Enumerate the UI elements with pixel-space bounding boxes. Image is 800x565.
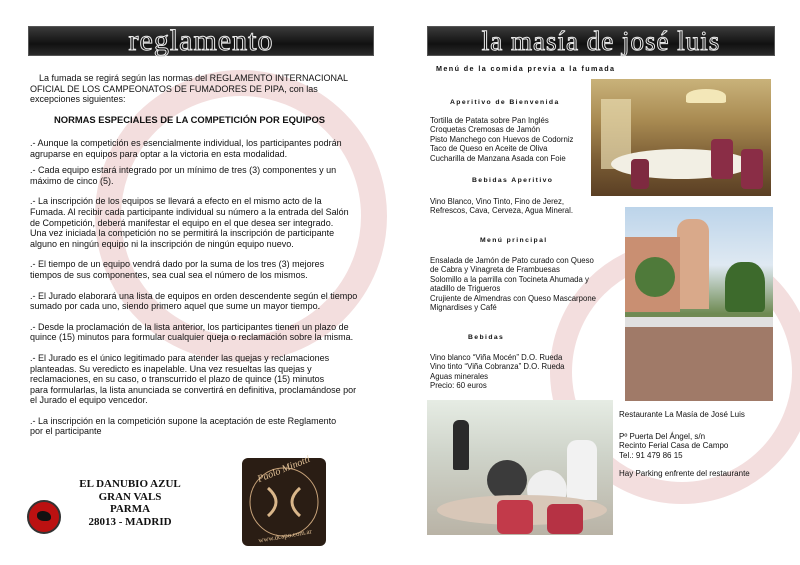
section-items-aperitivo: Tortilla de Patata sobre Pan Inglés Croquetas Cremosas de Jamón Pisto Manchego con Huevos de Codorniz Taco de Queso en Aceite de Oliva Cucharilla de Manzana Asada con Foie <box>430 116 574 163</box>
rule-line: por el participante <box>30 426 102 437</box>
section-items-bebidas-aperitivo: Vino Blanco, Vino Tinto, Fino de Jerez, Refrescos, Cava, Cerveza, Agua Mineral. <box>430 197 574 216</box>
rule-line: .- El Jurado elaborará una lista de equipos en orden descendente según el tiempo <box>30 290 358 301</box>
rule-line: Fumada. Al recibir cada participante individual su número a la entrada del Salón <box>30 206 349 217</box>
event-photo <box>427 400 613 535</box>
rule-line: para formularlas, la lista anunciada se convertirá en definitiva, proclamándose por <box>30 384 357 395</box>
rule-line: .- Cada equipo estará integrado por un mínimo de tres (3) componentes y un <box>30 165 337 176</box>
menu-page <box>400 0 800 565</box>
rule-line: agruparse en equipos para optar a la victoria en esta modalidad. <box>30 148 288 159</box>
rule-item <box>30 196 357 249</box>
parking-note: Hay Parking enfrente del restaurante <box>619 469 750 479</box>
restaurant-info: Restaurante La Masía de José Luis Pº Puerta Del Ángel, s/n Recinto Ferial Casa de Campo Tel.: 91 479 86 15 Hay Parking enfrente del restaurante <box>619 410 750 479</box>
rule-line: de Competición, deberá manifestar el equipo en el que desea ser integrado. <box>30 217 334 228</box>
rule-line: .- La inscripción en la competición supone la aceptación de este Reglamento <box>30 415 337 426</box>
rules-list <box>30 138 357 437</box>
rule-line: .- Aunque la competición es esencialmente individual, los participantes podrán <box>30 138 342 148</box>
banner-title: reglamento <box>128 24 274 57</box>
logo-name: Paolo Minotti <box>255 453 312 486</box>
rule-item <box>30 259 357 280</box>
rule-line: Una vez iniciada la competición no se permitirá la inscripción de participante <box>30 228 335 239</box>
rule-item <box>30 291 357 312</box>
rule-line: .- La inscripción de los equipos se llevará a efecto en el mismo acto de la <box>30 196 322 207</box>
banner-title: la masía de josé luis <box>481 26 721 56</box>
masia-banner <box>427 26 775 56</box>
rules-heading: NORMAS ESPECIALES DE LA COMPETICIÓN POR EQUIPOS <box>54 114 326 125</box>
rule-item <box>30 416 357 437</box>
rule-line: .- Desde la proclamación de la lista anterior, los participantes tienen un plazo de <box>30 321 349 332</box>
rule-line: .- El tiempo de un equipo vendrá dado por la suma de los tres (3) mejores <box>30 259 325 270</box>
section-items-bebidas: Vino blanco “Viña Mocén” D.O. Rueda Vino tinto “Viña Cobranza” D.O. Rueda Aguas minerales Precio: 60 euros <box>430 353 565 391</box>
logo-url: www.dcapo.com.ar <box>257 527 313 545</box>
rule-item <box>30 322 357 343</box>
rule-item <box>30 165 357 186</box>
venue-address: EL DANUBIO AZUL GRAN VALS PARMA 28013 - MADRID <box>79 478 181 528</box>
section-title-bebidas-aperitivo: Bebidas Aperitivo <box>472 177 554 184</box>
section-title-bebidas: Bebidas <box>468 334 505 341</box>
rule-item <box>30 138 357 159</box>
rule-line: alguno en ningún equipo ni la inscripción de ningún equipo nuevo. <box>30 238 294 249</box>
section-title-aperitivo: Aperitivo de Bienvenida <box>450 99 560 106</box>
rule-line: el Jurado el equipo vencedor. <box>30 395 148 406</box>
reglamento-banner <box>28 26 374 56</box>
rule-item <box>30 353 357 406</box>
rule-line: sumado por cada uno, siendo primero aquel que sume un mayor tiempo. <box>30 301 321 312</box>
rule-line: máximo de cinco (5). <box>30 175 114 186</box>
rule-line: planteadas. Su veredicto es inapelable. Una vez resueltas las quejas y <box>30 363 312 374</box>
paolo-minotti-logo <box>242 453 326 546</box>
building-photo <box>625 207 773 401</box>
restaurant-name: Restaurante La Masía de José Luis <box>619 410 745 419</box>
rule-line: .- El Jurado es el único legitimado para atender las quejas y reclamaciones <box>30 352 330 363</box>
intro-text: La fumada se regirá según las normas del REGLAMENTO INTERNACIONAL OFICIAL DE LOS CAMPEONATOS DE FUMADORES DE PIPA, con las excepciones siguientes: <box>30 73 348 105</box>
rule-line: reclamaciones, en su caso, o transcurrido el plazo de quince (15) minutos <box>30 374 325 385</box>
section-items-menu-principal: Ensalada de Jamón de Pato curado con Queso de Cabra y Vinagreta de Frambuesas Solomillo a la parrilla con Tocineta Ahumada y atadillo de Trigueros Crujiente de Almendras con Queso Mascarpone Mignardises y Café <box>430 256 596 313</box>
section-title-menu-principal: Menú principal <box>480 237 548 244</box>
club-logo <box>27 500 61 534</box>
dining-room-photo <box>591 79 771 196</box>
menu-title: Menú de la comida previa a la fumada <box>436 64 616 73</box>
rule-line: quince (15) minutos para formular cualquier queja o reclamación sobre la misma. <box>30 332 354 343</box>
rule-line: tiempos de sus componentes, sea cual sea el número de los mismos. <box>30 269 308 280</box>
